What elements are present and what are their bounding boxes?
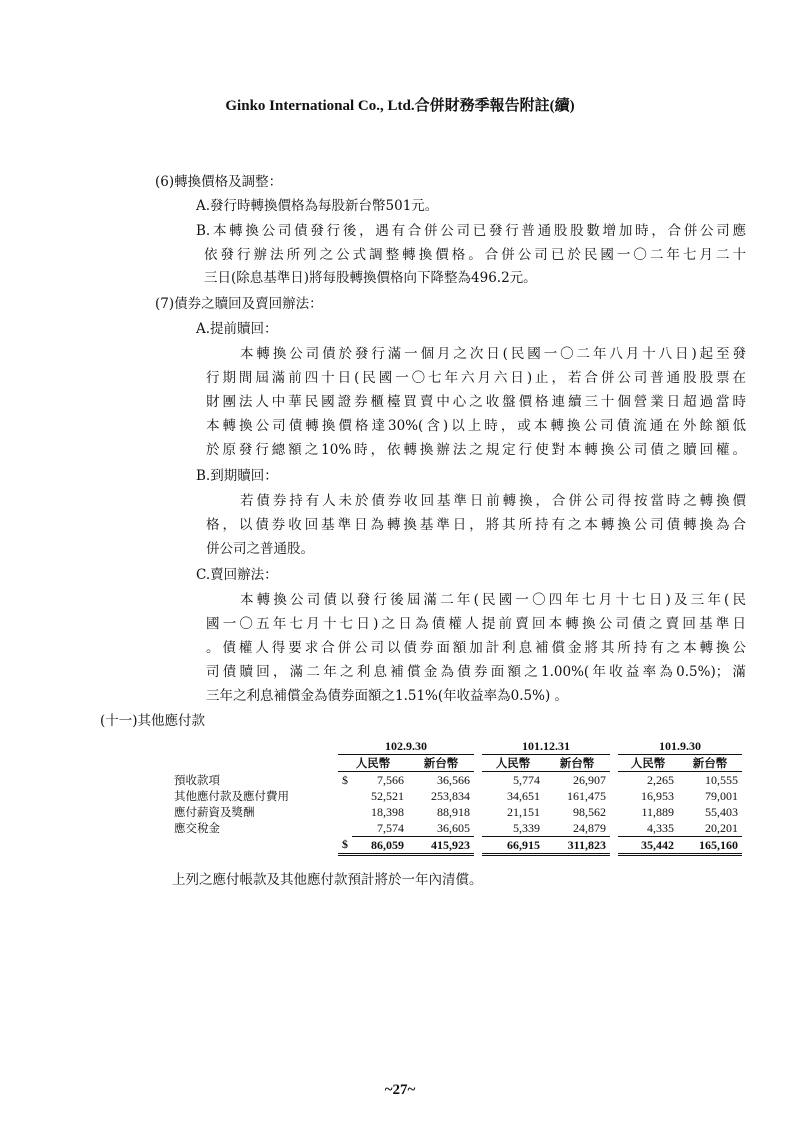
section-7-c-title: C.賣回辦法： (196, 567, 278, 583)
table-total-row (170, 837, 742, 855)
section-11-note: 上列之應付帳款及其他應付款預計將於一年內清償。 (172, 872, 483, 888)
table-cell: 4,335 (618, 820, 678, 837)
table-cell: 36,566 (437, 772, 470, 787)
currency-header: 人民幣 (338, 755, 408, 772)
section-6-item-b-line: 三日(除息基準日)將每股轉換價格向下降整為496.2元。 (204, 270, 537, 286)
section-7-b-line: 格，以債券收回基準日為轉換基準日，將其所持有之本轉換公司債轉換為合 (206, 517, 746, 533)
section-7-a-line: 於原發行總額之10%時，依轉換辦法之規定行使對本轉換公司債之贖回權。 (206, 442, 746, 458)
currency-header: 新台幣 (408, 755, 474, 772)
table-cell: 10,555 (705, 772, 738, 787)
table-cell: 16,953 (641, 788, 674, 803)
currency-header: 人民幣 (618, 755, 678, 772)
section-7-b-title: B.到期贖回： (196, 468, 278, 484)
table-cell: 5,339 (482, 820, 544, 837)
total-cell: 66,915 (482, 837, 544, 855)
table-cell: 55,403 (705, 804, 738, 819)
section-6-item-b-line: 依發行辦法所列之公式調整轉換價格。合併公司已於民國一〇二年七月二十 (204, 247, 746, 263)
total-cell: 415,923 (408, 837, 474, 855)
table-cell: 26,907 (573, 772, 606, 787)
section-6-item-b-line: B.本轉換公司債發行後，遇有合併公司已發行普通股股數增加時，合併公司應 (196, 223, 746, 239)
total-cell: 86,059 (352, 837, 408, 855)
section-7-b-line: 若債券持有人未於債券收回基準日前轉換，合併公司得按當時之轉換價 (240, 493, 746, 509)
table-cell: 88,918 (437, 804, 470, 819)
other-payables-table (170, 738, 742, 856)
table-cell: 161,475 (567, 788, 606, 803)
table-cell: 79,001 (705, 788, 738, 803)
section-7-c-line: 三年之利息補償金為債券面額之1.51%(年收益率為0.5%) 。 (206, 688, 569, 704)
table-cell: 5,774 (513, 772, 540, 787)
table-cell: 34,651 (507, 788, 540, 803)
section-6-item-a: A.發行時轉換價格為每股新台幣501元。 (196, 198, 439, 214)
table-cell: 52,521 (371, 788, 404, 803)
table-cell: 98,562 (573, 804, 606, 819)
row-label: 應付薪資及獎酬 (174, 805, 255, 819)
currency-header: 新台幣 (544, 755, 610, 772)
section-7-a-line: 本轉換公司債轉換價格達30%(含)以上時，或本轉換公司債流通在外餘額低 (206, 418, 746, 434)
section-6-heading: (6)轉換價格及調整： (155, 174, 283, 190)
table-cell: 20,201 (678, 820, 742, 837)
table-cell: 7,566 (377, 772, 404, 787)
section-7-a-line: 本轉換公司債於發行滿一個月之次日(民國一〇二年八月十八日)起至發 (240, 346, 746, 362)
total-cell: 311,823 (544, 837, 610, 855)
section-7-b-line: 併公司之普通股。 (206, 541, 314, 557)
table-cell: 253,834 (431, 788, 470, 803)
year-header: 101.12.31 (482, 738, 610, 755)
row-label: 應交稅金 (174, 821, 220, 836)
section-7-c-line: 司債贖回，滿二年之利息補償金為債券面額之1.00%(年收益率為0.5%)；滿 (206, 664, 746, 680)
total-cell: 165,160 (678, 837, 742, 855)
section-7-a-line: 財團法人中華民國證券櫃檯買賣中心之收盤價格連續三十個營業日超過當時 (206, 394, 746, 410)
table-row (170, 788, 742, 804)
section-7-c-line: 。債權人得要求合併公司以債券面額加計利息補償金將其所持有之本轉換公 (206, 640, 746, 656)
year-header: 101.9.30 (618, 738, 742, 755)
page-title: Ginko International Co., Ltd.合併財務季報告附註(續) (225, 98, 575, 114)
currency-symbol: $ (338, 837, 352, 855)
table-currency-header-row (170, 755, 742, 772)
table-cell: 36,605 (408, 820, 474, 837)
table-cell: 2,265 (647, 772, 674, 787)
row-label: 預收款項 (174, 772, 220, 787)
table-cell: 21,151 (507, 804, 540, 819)
section-7-c-line: 本轉換公司債以發行後屆滿二年(民國一〇四年七月十七日)及三年(民 (240, 592, 746, 608)
table-row (170, 820, 742, 837)
section-7-heading: (7)債券之贖回及賣回辦法： (155, 296, 323, 312)
currency-symbol: $ (342, 772, 348, 787)
section-11-heading: (十一)其他應付款 (100, 713, 206, 729)
page-number: ~27~ (384, 1082, 416, 1098)
table-cell: 11,889 (641, 804, 674, 819)
section-7-c-line: 國一〇五年七月十七日)之日為債權人提前賣回本轉換公司債之賣回基準日 (206, 616, 746, 632)
year-header: 102.9.30 (338, 738, 474, 755)
total-cell: 35,442 (618, 837, 678, 855)
section-7-a-title: A.提前贖回： (196, 321, 278, 337)
table-row (170, 804, 742, 820)
table-cell: 7,574 (352, 820, 408, 837)
table-cell: 24,879 (544, 820, 610, 837)
table-cell: 18,398 (371, 804, 404, 819)
row-label: 其他應付款及應付費用 (174, 789, 289, 803)
currency-header: 人民幣 (482, 755, 544, 772)
section-7-a-line: 行期間屆滿前四十日(民國一〇七年六月六日)止，若合併公司普通股股票在 (206, 370, 746, 386)
table-year-header-row (170, 738, 742, 755)
currency-header: 新台幣 (678, 755, 742, 772)
table-row (170, 772, 742, 789)
